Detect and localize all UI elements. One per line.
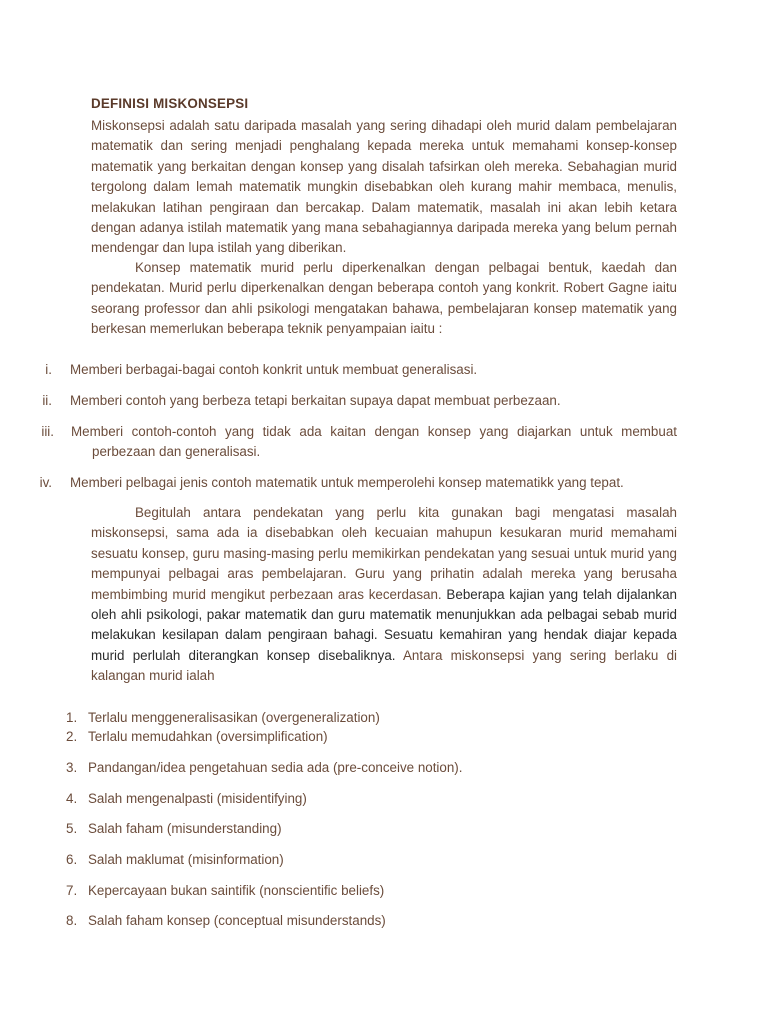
list-item-number: 6. [66,852,78,867]
list-item-text: Pandangan/idea pengetahuan sedia ada (pre-conceive notion). [88,760,463,775]
section-heading: DEFINISI MISKONSEPSI [91,96,249,111]
list-item-text: Memberi contoh yang berbeza tetapi berkaitan supaya dapat membuat perbezaan. [70,393,561,408]
paragraph-approach-part1: Begitulah antara pendekatan yang perlu kita gunakan bagi mengatasi masalah miskonsepsi, sama ada ia disebabkan oleh kecuaian mahupun kesukaran murid memahami sesuatu konsep, guru masing-masing perlu memikirkan pendekatan yang sesuai untuk murid yang mempunyai pelbagai aras pembelajaran. Guru yang prihatin adalah mereka yang berusaha membimbing murid mengikut perbezaan aras kecerdasan. [91,505,677,602]
list-item-text: Kepercayaan bukan saintifik (nonscientific beliefs) [88,883,385,898]
paragraph-approach-part3: Antara miskonsepsi yang sering berlaku di kalangan murid ialah [91,647,677,684]
list-item-text: Memberi contoh-contoh yang tidak ada kaitan dengan konsep yang diajarkan untuk membuat perbezaan dan generalisasi. [71,424,677,459]
list-item-number: ii. [42,393,52,408]
paragraph-gagne: Konsep matematik murid perlu diperkenalkan dengan pelbagai bentuk, kaedah dan pendekatan. Murid perlu diperkenalkan dengan beberapa contoh yang konkrit. Robert Gagne iaitu seorang professor dan ahli psikologi mengatakan bahawa, pembelajaran konsep matematik yang berkesan memerlukan beberapa teknik penyampaian iaitu : [91,260,677,337]
list-item-number: 2. [66,729,78,744]
list-item-text: Memberi pelbagai jenis contoh matematik untuk memperolehi konsep matematikk yang tepat. [70,475,624,490]
list-item-number: 5. [66,821,78,836]
list-item-number: 7. [66,883,78,898]
list-item-text: Salah maklumat (misinformation) [88,852,284,867]
list-item-text: Salah faham (misunderstanding) [88,821,282,836]
list-item-text: Memberi berbagai-bagai contoh konkrit untuk membuat generalisasi. [70,362,478,377]
list-item-number: 4. [66,791,78,806]
list-item-number: i. [45,362,52,377]
list-item-text: Salah mengenalpasti (misidentifying) [88,791,307,806]
list-item-number: 3. [66,760,78,775]
list-item-number: 8. [66,913,78,928]
paragraph-approach-part2: Beberapa kajian yang telah dijalankan oleh ahli psikologi, pakar matematik dan guru matematik menunjukkan ada pelbagai sebab murid melakukan kesilapan dalam pengiraan bahagi. Sesuatu kemahiran yang hendak diajar kepada murid perlulah diterangkan konsep disebaliknya. [91,586,677,663]
list-item-number: 1. [66,710,78,725]
paragraph-approach [91,503,677,687]
list-item-number: iv. [39,475,52,490]
list-item-text: Salah faham konsep (conceptual misunderstands) [88,913,386,928]
list-item-number: iii. [41,424,54,439]
list-item-text: Terlalu memudahkan (oversimplification) [88,729,328,744]
paragraph-definition: Miskonsepsi adalah satu daripada masalah yang sering dihadapi oleh murid dalam pembelajaran matematik dan sering menjadi penghalang kepada mereka untuk memahami konsep-konsep matematik yang berkaitan dengan konsep yang disalah tafsirkan oleh mereka. Sebahagian murid tergolong dalam lemah matematik mungkin disebabkan oleh kurang mahir membaca, menulis, melakukan latihan pengiraan dan bercakap. Dalam matematik, masalah ini akan lebih ketara dengan adanya istilah matematik yang mana sebahagiannya daripada mereka yang belum pernah mendengar dan lupa istilah yang diberikan. [91,118,677,256]
list-item-text: Terlalu menggeneralisasikan (overgeneralization) [88,710,380,725]
